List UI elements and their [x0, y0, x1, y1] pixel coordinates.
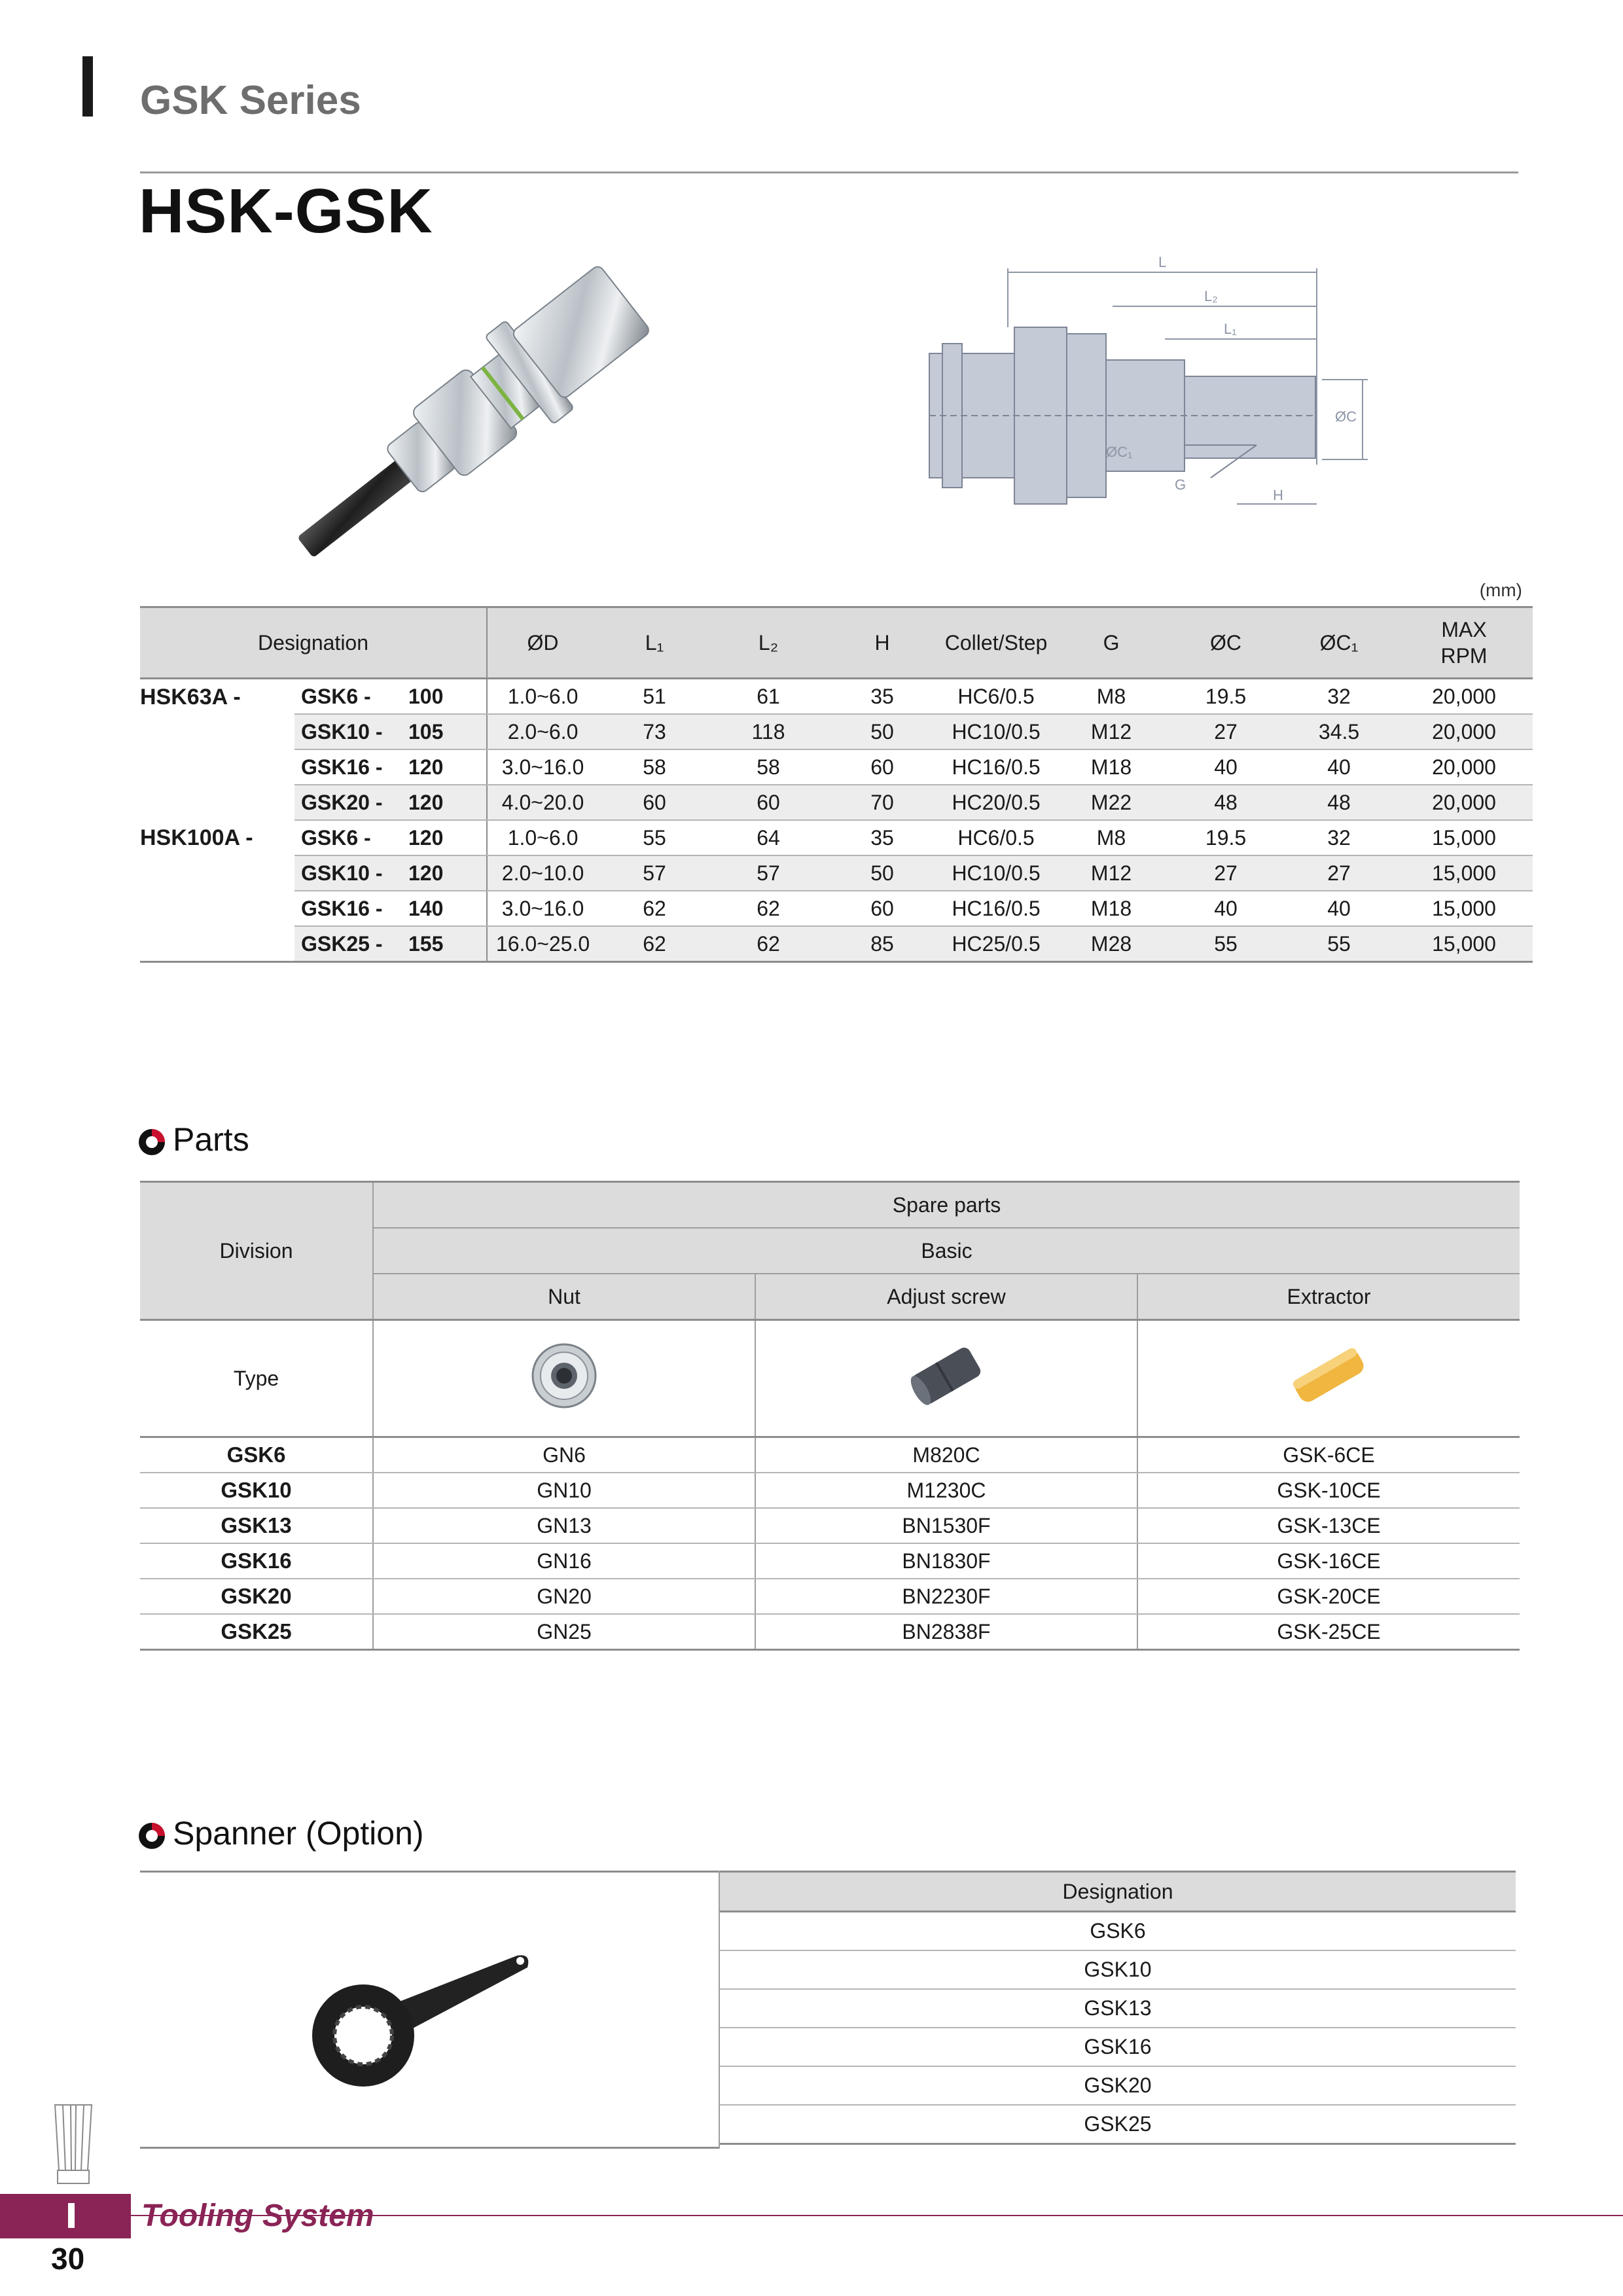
cell-g: M18 — [1054, 749, 1169, 785]
gsk-length: 100 — [408, 679, 487, 715]
cell-l1: 51 — [598, 679, 711, 715]
footer-title: Tooling System — [141, 2198, 374, 2233]
basic-header: Basic — [373, 1228, 1520, 1274]
adjust-screw-image-cell — [755, 1320, 1137, 1437]
table-row — [140, 855, 1533, 891]
spanner-image-bottom-rule — [140, 2147, 719, 2149]
cell-collet: HC20/0.5 — [938, 785, 1054, 820]
cell-g: M8 — [1054, 679, 1169, 715]
unit-label: (mm) — [1479, 580, 1522, 600]
extractor-icon — [1283, 1340, 1375, 1412]
parts-screw: M1230C — [755, 1473, 1137, 1508]
gsk-name: GSK10 - — [294, 855, 408, 891]
dim-label-g: G — [1175, 476, 1186, 493]
gsk-length: 155 — [408, 926, 487, 962]
spanner-item: GSK6 — [720, 1912, 1516, 1951]
table-row — [140, 926, 1533, 962]
gsk-length: 120 — [408, 749, 487, 785]
cell-h: 60 — [826, 891, 938, 926]
parts-nut: GN13 — [373, 1508, 755, 1543]
spanner-item: GSK13 — [720, 1989, 1516, 2028]
cell-c: 55 — [1169, 926, 1283, 962]
table-row — [140, 1614, 1520, 1650]
col-rpm-line1: MAX — [1441, 618, 1487, 641]
cell-l1: 60 — [598, 785, 711, 820]
col-designation: Designation — [140, 607, 487, 679]
tool-holder-photo — [275, 229, 707, 576]
cell-g: M12 — [1054, 714, 1169, 749]
group-label: HSK100A - — [140, 820, 294, 962]
cell-d: 3.0~16.0 — [487, 749, 598, 785]
parts-screw: BN1830F — [755, 1543, 1137, 1579]
gsk-length: 120 — [408, 820, 487, 855]
parts-row-name: GSK16 — [140, 1543, 373, 1579]
cell-collet: HC6/0.5 — [938, 820, 1054, 855]
table-row — [720, 2028, 1516, 2066]
cell-d: 2.0~10.0 — [487, 855, 598, 891]
cell-g: M8 — [1054, 820, 1169, 855]
cell-l2: 62 — [711, 891, 826, 926]
dim-label-c1: ØC₁ — [1106, 444, 1133, 460]
parts-extractor: GSK-13CE — [1137, 1508, 1520, 1543]
parts-row-name: GSK20 — [140, 1579, 373, 1614]
cell-l2: 57 — [711, 855, 826, 891]
collet-icon — [47, 2098, 99, 2191]
page-number: 30 — [51, 2242, 85, 2276]
col-g: G — [1054, 607, 1169, 679]
cell-c1: 27 — [1283, 855, 1395, 891]
parts-nut: GN10 — [373, 1473, 755, 1508]
cell-h: 35 — [826, 820, 938, 855]
group-label: HSK63A - — [140, 685, 241, 709]
cell-h: 60 — [826, 749, 938, 785]
cell-c1: 40 — [1283, 891, 1395, 926]
spanner-item: GSK25 — [720, 2105, 1516, 2144]
parts-extractor: GSK-20CE — [1137, 1579, 1520, 1614]
cell-d: 1.0~6.0 — [487, 679, 598, 715]
dim-label-l2: L₂ — [1204, 288, 1218, 304]
spanner-item: GSK10 — [720, 1950, 1516, 1989]
spanner-item: GSK20 — [720, 2066, 1516, 2105]
cell-d: 2.0~6.0 — [487, 714, 598, 749]
parts-screw: BN2230F — [755, 1579, 1137, 1614]
adjust-screw-header: Adjust screw — [755, 1274, 1137, 1320]
gsk-name: GSK6 - — [294, 820, 408, 855]
extractor-header: Extractor — [1137, 1274, 1520, 1320]
cell-rpm: 20,000 — [1395, 714, 1533, 749]
gsk-name: GSK6 - — [294, 679, 408, 715]
gsk-length: 105 — [408, 714, 487, 749]
dim-label-l: L — [1158, 254, 1167, 270]
cell-d: 16.0~25.0 — [487, 926, 598, 962]
table-row — [720, 1912, 1516, 1951]
cell-d: 3.0~16.0 — [487, 891, 598, 926]
cell-g: M28 — [1054, 926, 1169, 962]
parts-row-name: GSK13 — [140, 1508, 373, 1543]
cell-c1: 32 — [1283, 679, 1395, 715]
col-collet: Collet/Step — [938, 607, 1054, 679]
spanner-item: GSK16 — [720, 2028, 1516, 2066]
spare-parts-header: Spare parts — [373, 1182, 1520, 1229]
cell-c1: 48 — [1283, 785, 1395, 820]
cell-l2: 62 — [711, 926, 826, 962]
gsk-name: GSK10 - — [294, 714, 408, 749]
col-rpm-line2: RPM — [1440, 644, 1488, 668]
section-arrow-icon — [139, 1823, 165, 1849]
cell-g: M12 — [1054, 855, 1169, 891]
adjust-screw-icon — [904, 1340, 989, 1412]
cell-rpm: 15,000 — [1395, 891, 1533, 926]
table-row — [140, 679, 1533, 715]
spanner-wrench-icon — [301, 1937, 537, 2094]
table-row — [140, 1473, 1520, 1508]
table-row — [140, 1508, 1520, 1543]
cell-rpm: 15,000 — [1395, 820, 1533, 855]
header-rule — [140, 171, 1518, 173]
spanner-image-top-rule — [140, 1871, 719, 1873]
cell-c: 48 — [1169, 785, 1283, 820]
gsk-name: GSK25 - — [294, 926, 408, 962]
parts-row-name: GSK25 — [140, 1614, 373, 1650]
cell-l1: 58 — [598, 749, 711, 785]
cell-c: 19.5 — [1169, 820, 1283, 855]
parts-row-name: GSK10 — [140, 1473, 373, 1508]
page-title: HSK-GSK — [139, 176, 433, 246]
cell-collet: HC25/0.5 — [938, 926, 1054, 962]
parts-nut: GN6 — [373, 1437, 755, 1473]
cell-d: 1.0~6.0 — [487, 820, 598, 855]
parts-nut: GN20 — [373, 1579, 755, 1614]
cell-c1: 55 — [1283, 926, 1395, 962]
cell-collet: HC10/0.5 — [938, 714, 1054, 749]
spec-table — [140, 606, 1533, 963]
table-row — [140, 1437, 1520, 1473]
cell-g: M22 — [1054, 785, 1169, 820]
cell-rpm: 15,000 — [1395, 855, 1533, 891]
cell-rpm: 20,000 — [1395, 749, 1533, 785]
cell-l1: 73 — [598, 714, 711, 749]
col-d: ØD — [487, 607, 598, 679]
table-row — [140, 785, 1533, 820]
parts-table — [140, 1181, 1520, 1651]
parts-heading — [139, 1121, 249, 1158]
cell-c: 27 — [1169, 714, 1283, 749]
extractor-image-cell — [1137, 1320, 1520, 1437]
parts-nut: GN16 — [373, 1543, 755, 1579]
cell-c: 40 — [1169, 891, 1283, 926]
cell-l1: 55 — [598, 820, 711, 855]
cell-rpm: 20,000 — [1395, 785, 1533, 820]
col-h: H — [826, 607, 938, 679]
dim-label-l1: L₁ — [1224, 321, 1237, 337]
parts-row-name: GSK6 — [140, 1437, 373, 1473]
parts-extractor: GSK-25CE — [1137, 1614, 1520, 1650]
cell-h: 85 — [826, 926, 938, 962]
cell-h: 35 — [826, 679, 938, 715]
table-row — [720, 1950, 1516, 1989]
spanner-heading-text: Spanner (Option) — [173, 1815, 424, 1852]
gsk-name: GSK20 - — [294, 785, 408, 820]
spanner-designation-header: Designation — [720, 1872, 1516, 1912]
series-title: GSK Series — [140, 78, 361, 123]
cell-l2: 118 — [711, 714, 826, 749]
col-rpm — [1395, 607, 1533, 679]
table-row — [140, 1543, 1520, 1579]
cell-collet: HC16/0.5 — [938, 749, 1054, 785]
footer-marker — [68, 2203, 75, 2228]
col-c1: ØC₁ — [1283, 607, 1395, 679]
division-header: Division — [140, 1182, 373, 1320]
dimension-drawing — [916, 249, 1387, 524]
parts-nut: GN25 — [373, 1614, 755, 1650]
cell-collet: HC10/0.5 — [938, 855, 1054, 891]
spanner-heading — [139, 1814, 424, 1852]
cell-l1: 62 — [598, 891, 711, 926]
cell-g: M18 — [1054, 891, 1169, 926]
cell-l2: 64 — [711, 820, 826, 855]
nut-image-cell — [373, 1320, 755, 1437]
cell-rpm: 20,000 — [1395, 679, 1533, 715]
cell-collet: HC16/0.5 — [938, 891, 1054, 926]
cell-c: 19.5 — [1169, 679, 1283, 715]
cell-h: 50 — [826, 714, 938, 749]
spanner-table — [720, 1871, 1516, 2145]
cell-l2: 61 — [711, 679, 826, 715]
table-row — [140, 714, 1533, 749]
cell-c1: 34.5 — [1283, 714, 1395, 749]
gsk-name: GSK16 - — [294, 749, 408, 785]
nut-header: Nut — [373, 1274, 755, 1320]
col-c: ØC — [1169, 607, 1283, 679]
parts-extractor: GSK-16CE — [1137, 1543, 1520, 1579]
parts-extractor: GSK-6CE — [1137, 1437, 1520, 1473]
gsk-length: 140 — [408, 891, 487, 926]
section-arrow-icon — [139, 1129, 165, 1155]
gsk-length: 120 — [408, 785, 487, 820]
col-l1: L₁ — [598, 607, 711, 679]
table-row — [720, 2105, 1516, 2144]
cell-c: 27 — [1169, 855, 1283, 891]
parts-extractor: GSK-10CE — [1137, 1473, 1520, 1508]
table-row — [140, 820, 1533, 855]
cell-l1: 57 — [598, 855, 711, 891]
parts-screw: BN1530F — [755, 1508, 1137, 1543]
cell-c1: 32 — [1283, 820, 1395, 855]
dim-label-c: ØC — [1335, 408, 1357, 425]
cell-l1: 62 — [598, 926, 711, 962]
cell-collet: HC6/0.5 — [938, 679, 1054, 715]
parts-screw: M820C — [755, 1437, 1137, 1473]
cell-h: 70 — [826, 785, 938, 820]
table-row — [140, 1579, 1520, 1614]
footer-band — [0, 2194, 131, 2238]
cell-rpm: 15,000 — [1395, 926, 1533, 962]
type-label: Type — [140, 1320, 373, 1437]
table-row — [140, 891, 1533, 926]
type-row — [140, 1320, 1520, 1437]
table-row — [720, 1989, 1516, 2028]
parts-heading-text: Parts — [173, 1121, 249, 1158]
parts-screw: BN2838F — [755, 1614, 1137, 1650]
cell-c1: 40 — [1283, 749, 1395, 785]
cell-d: 4.0~20.0 — [487, 785, 598, 820]
table-row — [720, 2066, 1516, 2105]
gsk-length: 120 — [408, 855, 487, 891]
table-row — [140, 749, 1533, 785]
col-l2: L₂ — [711, 607, 826, 679]
gsk-name: GSK16 - — [294, 891, 408, 926]
cell-h: 50 — [826, 855, 938, 891]
dim-label-h: H — [1273, 487, 1283, 503]
cell-l2: 58 — [711, 749, 826, 785]
header-marker-bar — [82, 56, 93, 117]
cell-c: 40 — [1169, 749, 1283, 785]
cell-l2: 60 — [711, 785, 826, 820]
nut-icon — [528, 1340, 600, 1412]
